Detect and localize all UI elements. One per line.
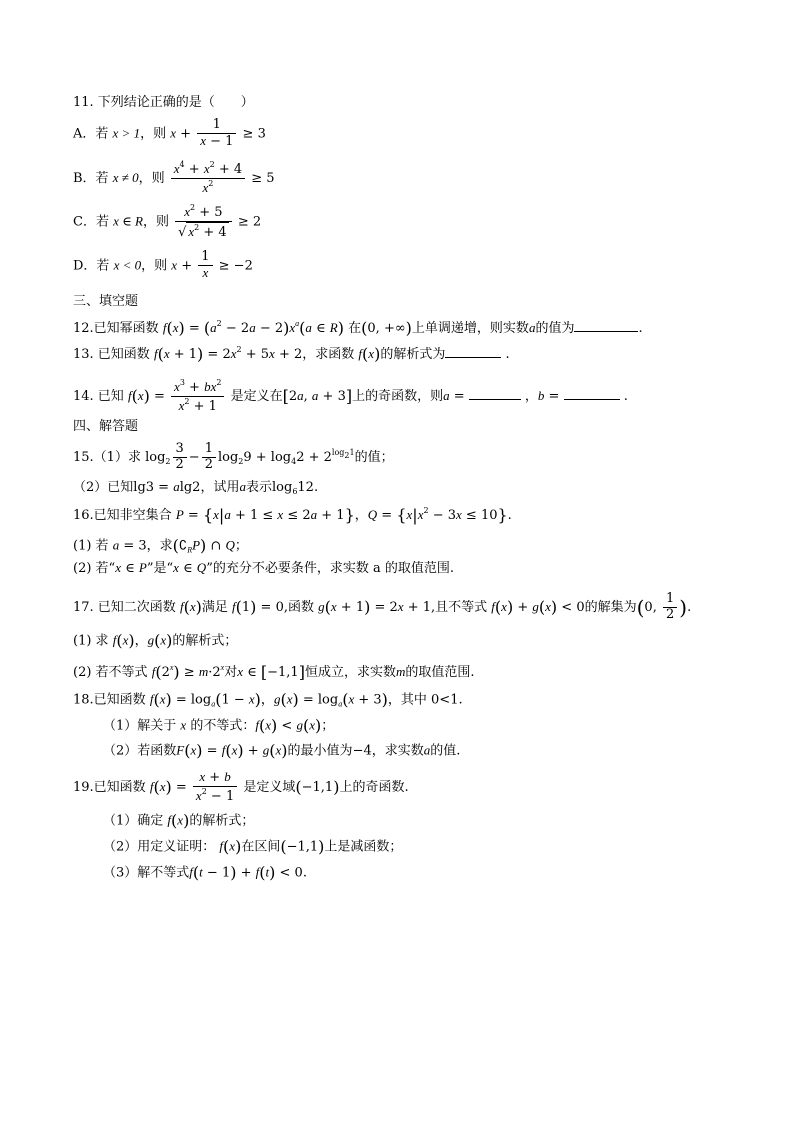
q16-part2: (2) 若“x ∈ P”是“x ∈ Q”的充分不必要条件，求实数 a 的取值范围. <box>73 560 454 576</box>
q17-stem: 17. 已知二次函数 f(x)满足 f(1) = 0,函数 g(x + 1) = 2x + 1,且不等式 f(x) + g(x) < 0的解集为(0, $\frac{1}{2}$ ). <box>73 591 692 622</box>
q14: 14. 已知 f(x) = $\frac{x^3 + bx^2}{x^2 + 1}$ 是定义在[2a, a + 3]上的奇函数，则a = ，b = . <box>73 378 628 414</box>
q15-part1: 15.（1）求 $\log_2$ $\frac{3}{2}$ − $\frac{1}{2}$ $\log_29 + \log_42 + 2^{log_21}$的值； <box>73 441 394 472</box>
q19-part1: （1）确定 f(x)的解析式； <box>103 811 255 830</box>
q19-stem: 19.已知函数 f(x) = $\frac{x + b}{x^2 - 1}$ 是定义域(−1,1)上的奇函数. <box>73 769 409 804</box>
q17-part1: (1) 求 f(x)，g(x)的解析式； <box>73 631 238 650</box>
q18-part2: （2）若函数F(x) = f(x) + g(x)的最小值为−4，求实数a的值. <box>103 741 461 760</box>
q18-part1: （1）解关于 x 的不等式：f(x) < g(x)； <box>103 716 335 735</box>
q11-option-b: B．若 x ≠ 0，则 $\frac{x^4 + x^2 + 4}{x^2}$ ≥ 5 <box>73 160 275 195</box>
q16-part1: (1) 若 a = 3，求$(∁_RP)$ ∩ Q； <box>73 536 248 555</box>
q18-stem: 18.已知函数 $f(x) = \log_a(1 - x)$，$g(x) = \log_a(x + 3)$，其中 0<1. <box>73 690 463 709</box>
q15-part2: （2）已知lg3 = alg2，试用a表示$\log_612$. <box>73 479 319 496</box>
q16-stem: 16.已知非空集合 P = {x|a + 1 ≤ x ≤ 2a + 1}，$Q = \{x|x^2 - 3x \le 10\}$. <box>73 505 512 525</box>
section-fill-in: 三、填空题 <box>73 294 139 309</box>
q19-part3: （3）解不等式f(t − 1) + f(t) < 0. <box>103 863 307 882</box>
q13: 13. 已知函数 $f(x + 1) = 2x^2 + 5x + 2$，求函数 f(x)的解析式为 . <box>73 344 510 364</box>
q17-part2: (2) 若不等式 $f(2^x) \ge m\cdot 2^x$对x ∈ [−1,1]恒成立，求实数m的取值范围. <box>73 662 475 682</box>
q12: 12.已知幂函数 $f(x) = (a^2 - 2a - 2)x^a(a$ ∈ R) 在(0, +∞)上单调递增，则实数a的值为 . <box>73 318 643 338</box>
q11-option-d: D．若 x < 0，则 x + $\frac{1}{x}$ ≥ −2 <box>73 249 253 280</box>
q11-option-c: C．若 x ∈ R，则 $\frac{x^2 + 5}{√ x^2 + 4}$ ≥ 2 <box>73 203 262 240</box>
section-solutions: 四、解答题 <box>73 419 139 434</box>
q11-stem: 11. 下列结论正确的是（ ） <box>73 95 254 110</box>
q11-option-a: A．若 x > 1，则 x + $\frac{1}{x - 1}$ ≥ 3 <box>73 117 266 149</box>
q19-part2: （2）用定义证明： f(x)在区间(−1,1)上是减函数； <box>103 837 403 856</box>
